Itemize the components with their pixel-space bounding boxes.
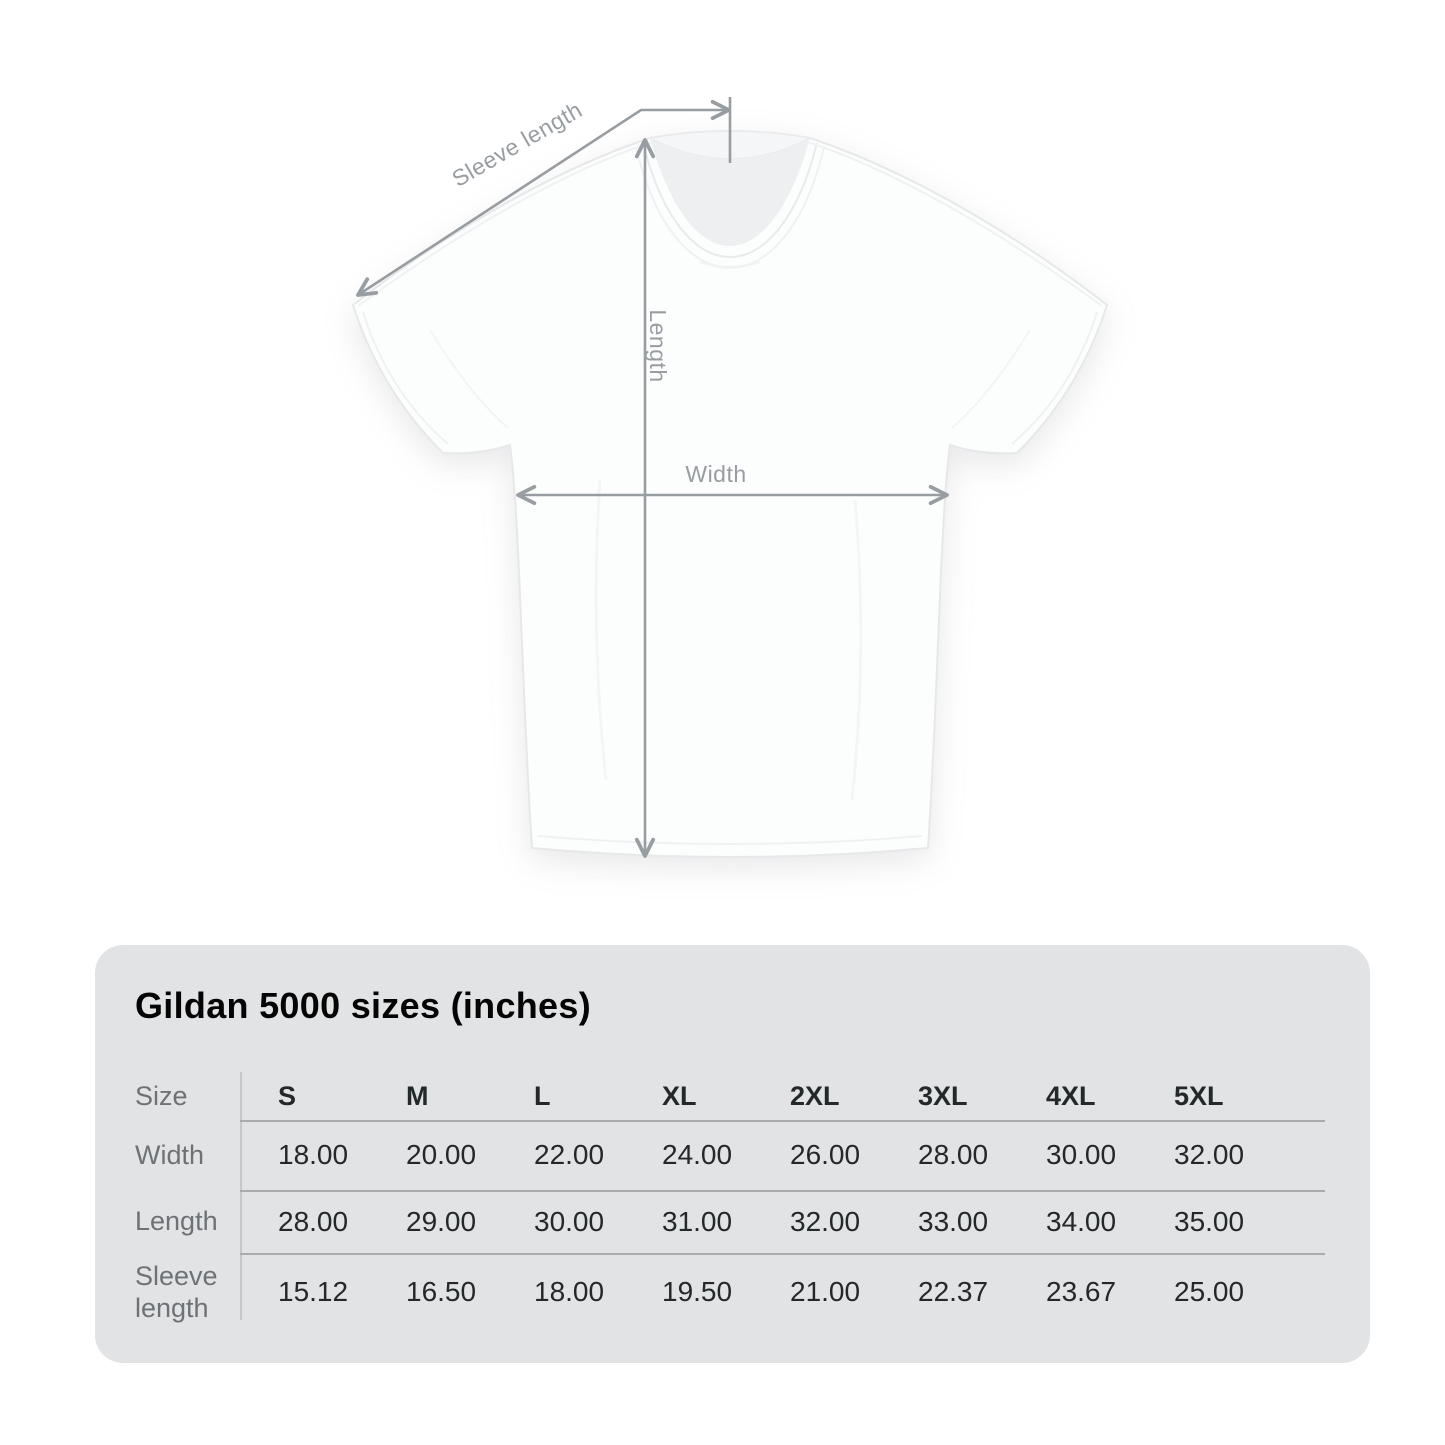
size-value: 25.00 [1174,1276,1245,1307]
size-value: 30.00 [534,1205,605,1237]
size-value: 18.00 [534,1276,605,1307]
size-value: 22.37 [918,1276,989,1307]
size-value: 18.00 [278,1139,349,1170]
column-header: 4XL [1046,1080,1096,1111]
column-header: M [406,1080,429,1111]
column-header: 2XL [790,1080,840,1111]
size-value: 33.00 [918,1205,989,1237]
column-header: 5XL [1174,1080,1224,1111]
length-label: Length [645,309,671,383]
size-value: 30.00 [1046,1139,1117,1170]
size-value: 31.00 [662,1205,733,1237]
size-value: 16.50 [406,1276,477,1307]
card-title: Gildan 5000 sizes (inches) [135,985,591,1026]
size-value: 26.00 [790,1139,861,1170]
size-value: 32.00 [1174,1139,1245,1170]
size-value: 23.67 [1046,1276,1117,1307]
size-value: 21.00 [790,1276,861,1307]
size-value: 34.00 [1046,1205,1117,1237]
column-header: 3XL [918,1080,968,1111]
column-header-size: Size [135,1080,188,1111]
size-value: 20.00 [406,1139,477,1170]
size-value: 28.00 [918,1139,989,1170]
size-value: 24.00 [662,1139,733,1170]
size-value: 35.00 [1174,1205,1245,1237]
row-label-width: Width [135,1139,205,1170]
size-value: 19.50 [662,1276,733,1307]
column-header: S [278,1080,297,1111]
size-value: 22.00 [534,1139,605,1170]
size-table [135,1072,1264,1331]
size-value: 28.00 [278,1205,349,1237]
size-chart-card [95,945,1370,1363]
size-value: 15.12 [278,1276,349,1307]
width-label: Width [685,461,747,487]
column-header: L [534,1080,551,1111]
row-label-length: Length [135,1206,218,1237]
row-label-sleeve-length: Sleeve length [135,1260,218,1323]
size-value: 29.00 [406,1205,477,1237]
sleeve-length-label: Sleeve length [447,96,587,192]
size-value: 32.00 [790,1205,861,1237]
column-header: XL [662,1080,697,1111]
